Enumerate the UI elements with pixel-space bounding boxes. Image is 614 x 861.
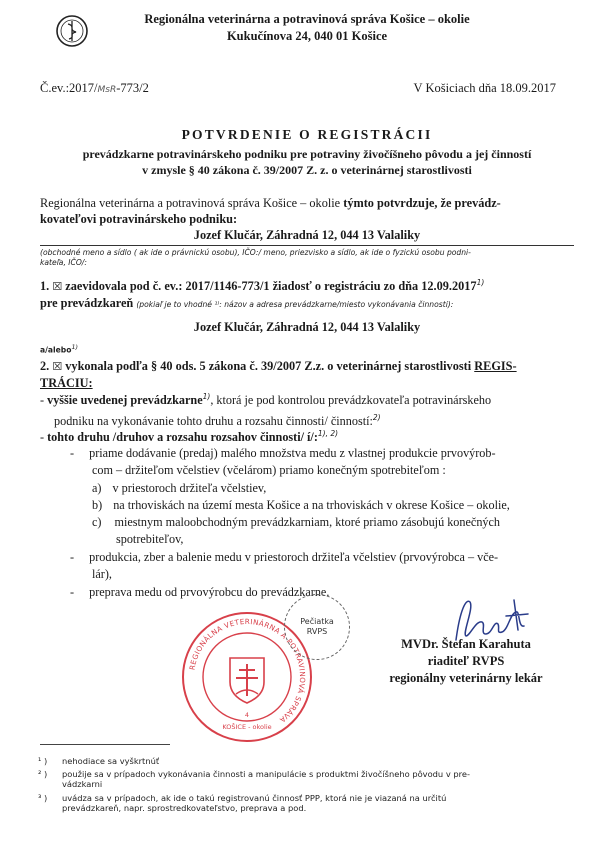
footnote-2: ² ) použije sa v prípadoch vykonávania činnosti a manipulácie s produktmi živočíšneho pôvodu v pre- vádzkarni <box>38 769 470 789</box>
header-authority: Regionálna veterinárna a potravinová správa Košice – okolie <box>144 12 470 26</box>
bullet-premises: - vyššie uvedenej prevádzkarne$^{1)}$, ktorá je pod kontrolou prevádzkovateľa potravinárskeho podniku na vykonávanie tohto druhu a rozsahu činnosti/ činností:$^{2)}$ <box>40 392 492 429</box>
activity-transport: - preprava medu od prvovýrobcu do prevádzkarne. <box>70 585 330 599</box>
operator-divider <box>40 245 574 246</box>
svg-text:4: 4 <box>244 711 250 719</box>
subtitle-line1: prevádzkarne potravinárskeho podniku pre potraviny živočíšneho pôvodu a jej činností <box>82 147 532 161</box>
and-or-label: a/alebo$^{1)}$ <box>40 344 78 355</box>
premises-name: Jozef Klučár, Záhradná 12, 044 13 Valaliky <box>193 320 421 334</box>
checkbox-checked-icon: ☒ <box>52 360 63 373</box>
item-2: 2. ☒ vykonala podľa § 40 ods. 5 zákona č. 39/2007 Z.z. o veterinárnej starostlivosti REGIS- TRÁCIU: <box>40 359 517 390</box>
reference-number: Č.ev.:2017/MsR-773/2 <box>40 81 149 95</box>
document-title: POTVRDENIE O REGISTRÁCII <box>181 127 433 142</box>
signer-role: riaditeľ RVPS <box>427 654 505 668</box>
header-address: Kukučínova 24, 040 01 Košice <box>226 29 388 43</box>
footnote-1: ¹ ) nehodiace sa vyškrtnúť <box>38 756 160 766</box>
operator-note: (obchodné meno a sídlo ( ak ide o právnickú osobu), IČO:/ meno, priezvisko a sídlo, ak ide o fyzickú osobu podni- kateľa, IČO/: <box>40 248 471 267</box>
subtitle-line2: v zmysle § 40 zákona č. 39/2007 Z. z. o veterinárnej starostlivosti <box>142 163 472 177</box>
bullet-activities: - tohto druhu /druhov a rozsahu rozsahov činnosti/ í/:$^{1), 2)}$ <box>40 429 339 445</box>
activity-sub-b: b) na trhoviskách na území mesta Košice a na trhoviskách v okrese Košice – okolie, <box>92 498 510 512</box>
activity-production: - produkcia, zber a balenie medu v priestoroch držiteľa včelstiev (prvovýrobca – vče- lár), <box>70 550 499 581</box>
stamp-placeholder: Pečiatka RVPS <box>284 594 350 660</box>
activity-sub-a: a) v priestoroch držiteľa včelstiev, <box>92 481 267 495</box>
intro-paragraph: Regionálna veterinárna a potravinová správa Košice – okolie týmto potvrdzuje, že prevádz- kovateľovi potravinárskeho podniku: <box>40 196 501 226</box>
svg-text:KOŠICE - okolie: KOŠICE - okolie <box>222 723 272 731</box>
footnote-divider <box>40 744 170 745</box>
activity-sub-c: c) miestnym maloobchodným prevádzkarniam, ktoré priamo zásobujú konečných spotrebiteľov, <box>92 515 501 546</box>
svg-text:REGIONÁLNA VETERINÁRNA A POTRA: REGIONÁLNA VETERINÁRNA A POTRAVINOVÁ SPRÁVA <box>187 616 308 725</box>
footnote-3: ³ ) uvádza sa v prípadoch, ak ide o takú registrovanú činnosť PPP, ktorá nie je viazaná na určitú prevádzkareň, napr. sprostredkovateľstvo, preprava a pod. <box>38 793 447 813</box>
checkbox-checked-icon: ☒ <box>52 280 63 294</box>
activity-direct-sale: - priame dodávanie (predaj) malého množstva medu z vlastnej produkcie prvovýrob- com – držiteľom včelstiev (včelárom) priamo konečným spotrebiteľom : <box>70 446 496 477</box>
operator-name: Jozef Klučár, Záhradná 12, 044 13 Valaliky <box>193 228 421 242</box>
signer-name: MVDr. Štefan Karahuta <box>401 637 531 651</box>
handwritten-ref: MsR <box>97 85 117 95</box>
issue-date: V Košiciach dňa 18.09.2017 <box>413 81 556 95</box>
item-1: 1. ☒ zaevidovala pod č. ev.: 2017/1146-773/1 žiadosť o registráciu zo dňa 12.09.2017$^{1)}$ pre prevádzkareň (pokiaľ je to vhodné ¹⁾: názov a adresa prevádzkarne/miesto vykonávania činnosti): <box>40 278 485 311</box>
signer-title: regionálny veterinárny lekár <box>389 671 543 685</box>
